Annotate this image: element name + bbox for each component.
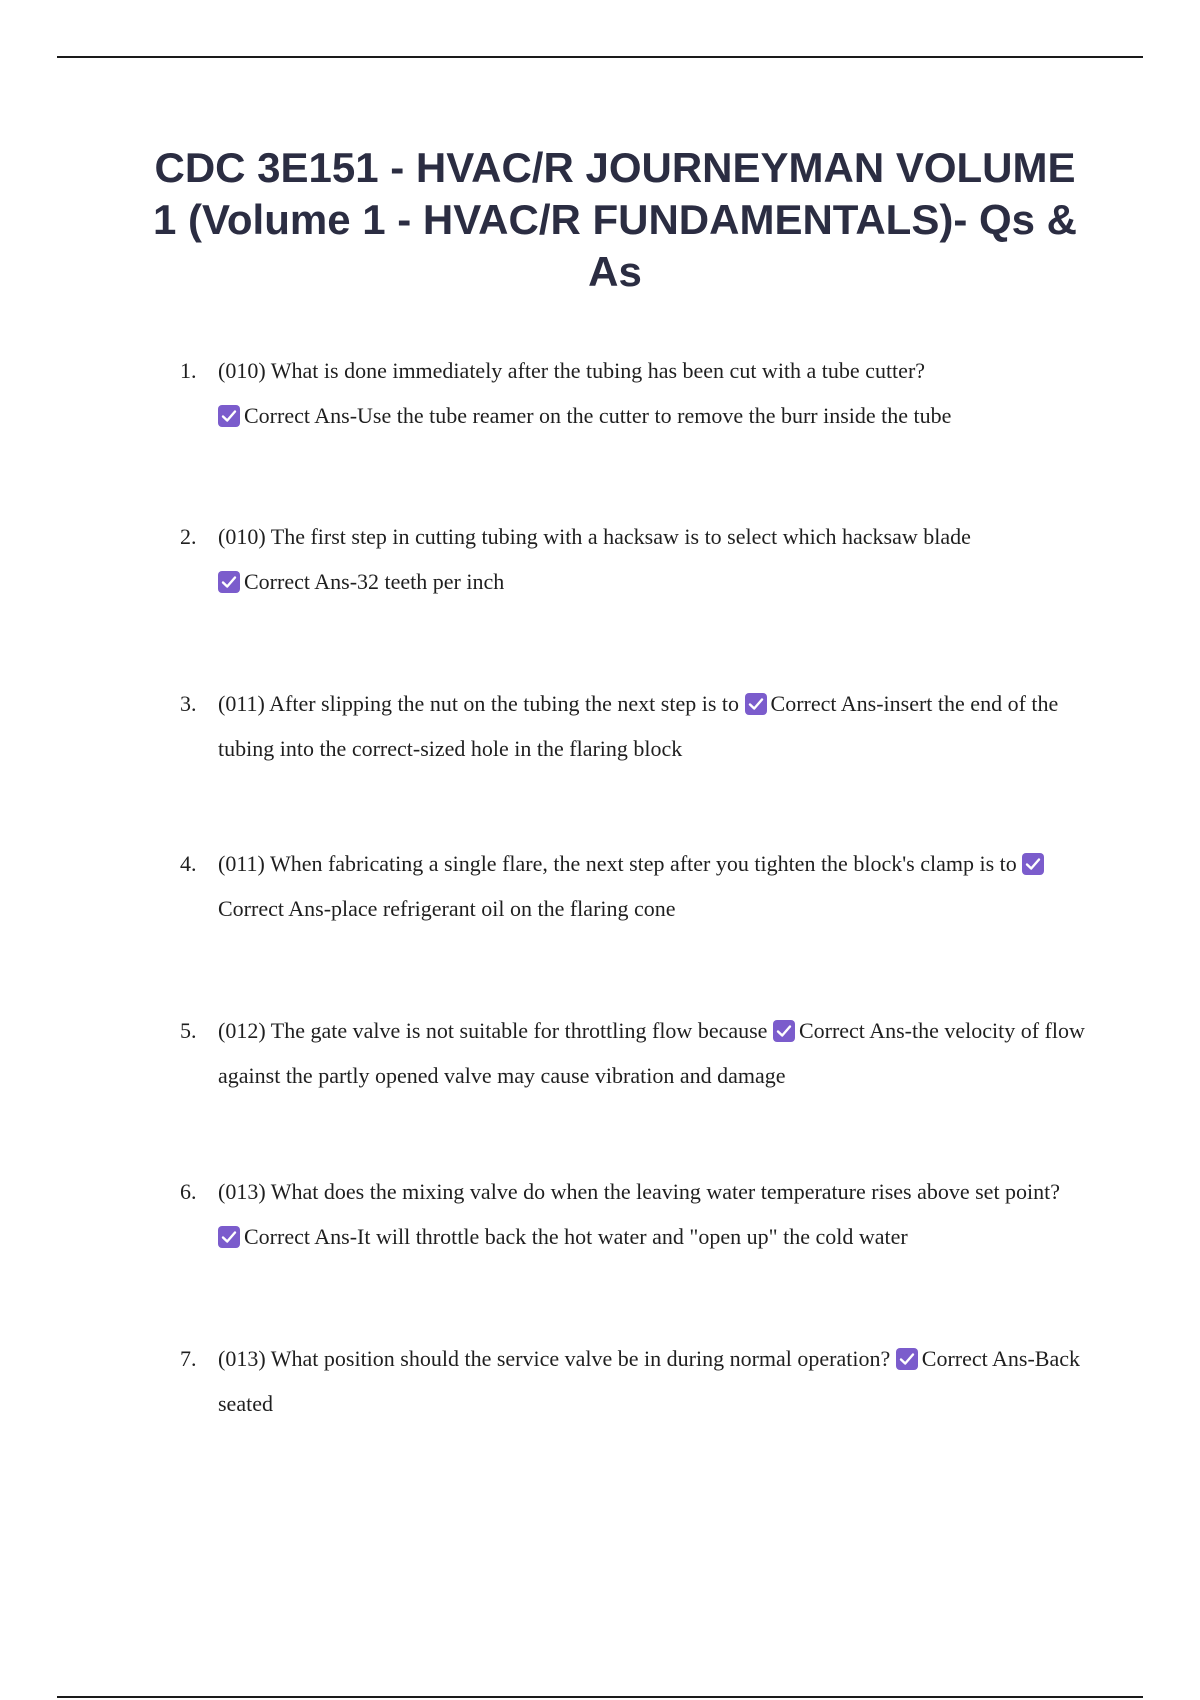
bottom-rule bbox=[57, 1696, 1143, 1698]
qa-item bbox=[180, 841, 1085, 931]
question-text: (010) What is done immediately after the tubing has been cut with a tube cutter? bbox=[218, 358, 926, 383]
question-number: 4. bbox=[180, 851, 197, 876]
question-text: (010) The first step in cutting tubing with a hacksaw is to select which hacksaw blade bbox=[218, 524, 971, 549]
qa-item bbox=[180, 1008, 1085, 1098]
checkbox-checked-icon bbox=[745, 693, 767, 715]
question-text: (012) The gate valve is not suitable for throttling flow because bbox=[218, 1018, 768, 1043]
answer-text: Correct Ans-insert the end of the tubing into the correct-sized hole in the flaring block bbox=[218, 691, 1059, 761]
answer-text: Correct Ans-place refrigerant oil on the flaring cone bbox=[218, 896, 676, 921]
question-number: 7. bbox=[180, 1346, 197, 1371]
answer-text: Correct Ans-the velocity of flow against the partly opened valve may cause vibration and damage bbox=[218, 1018, 1085, 1088]
question-number: 3. bbox=[180, 691, 197, 716]
question-text: (013) What does the mixing valve do when the leaving water temperature rises above set point? bbox=[218, 1179, 1061, 1204]
checkbox-checked-icon bbox=[218, 1226, 240, 1248]
question-number: 1. bbox=[180, 358, 197, 383]
answer-text: Correct Ans-Use the tube reamer on the cutter to remove the burr inside the tube bbox=[244, 403, 952, 428]
top-rule bbox=[57, 56, 1143, 58]
answer-text: Correct Ans-32 teeth per inch bbox=[244, 569, 505, 594]
answer-text: Correct Ans-It will throttle back the hot water and "open up" the cold water bbox=[244, 1224, 908, 1249]
question-text: (013) What position should the service valve be in during normal operation? bbox=[218, 1346, 891, 1371]
document-title: CDC 3E151 - HVAC/R JOURNEYMAN VOLUME 1 (Volume 1 - HVAC/R FUNDAMENTALS)- Qs & As bbox=[152, 144, 1078, 295]
question-text: (011) When fabricating a single flare, the next step after you tighten the block's clamp is to bbox=[218, 851, 1017, 876]
question-number: 5. bbox=[180, 1018, 197, 1043]
qa-item bbox=[180, 681, 1085, 771]
answer-text: Correct Ans-Back seated bbox=[218, 1346, 1080, 1416]
checkbox-checked-icon bbox=[773, 1020, 795, 1042]
qa-item bbox=[180, 1336, 1085, 1426]
checkbox-checked-icon bbox=[896, 1348, 918, 1370]
checkbox-checked-icon bbox=[218, 405, 240, 427]
question-number: 2. bbox=[180, 524, 197, 549]
qa-item bbox=[180, 1169, 1085, 1259]
qa-item bbox=[180, 348, 1085, 438]
question-number: 6. bbox=[180, 1179, 197, 1204]
checkbox-checked-icon bbox=[1022, 853, 1044, 875]
qa-item bbox=[180, 514, 1085, 604]
checkbox-checked-icon bbox=[218, 571, 240, 593]
question-text: (011) After slipping the nut on the tubing the next step is to bbox=[218, 691, 740, 716]
